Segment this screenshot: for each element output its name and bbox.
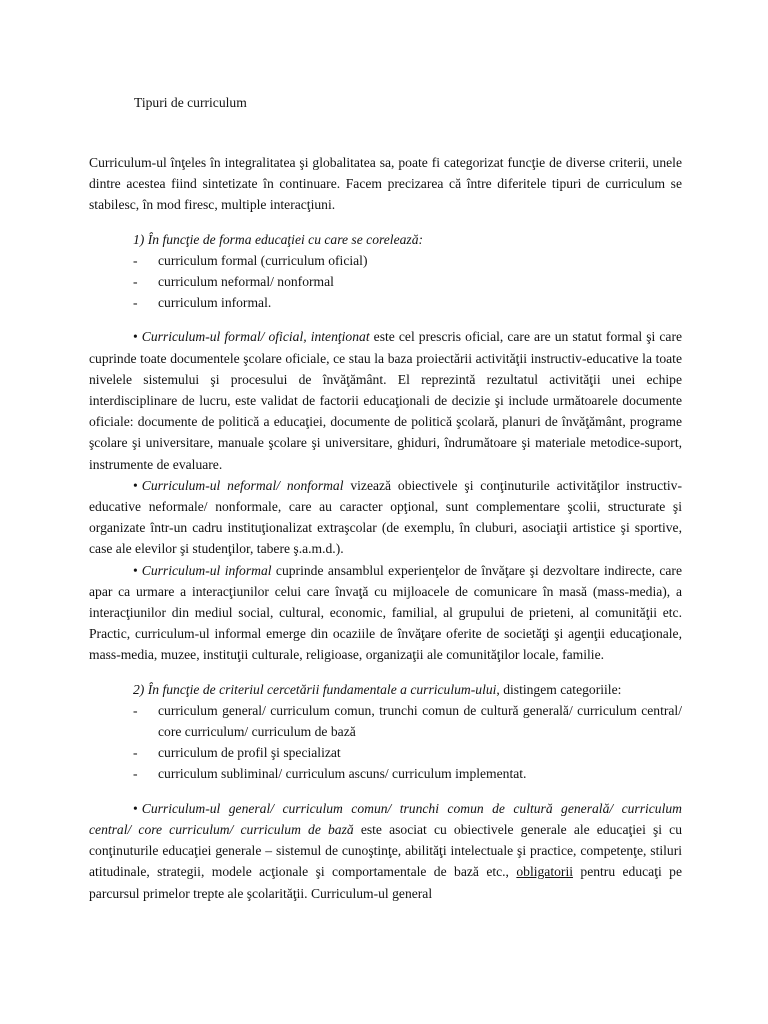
section1-list [89,250,682,314]
list-item: - curriculum de profil şi specializat [133,745,341,761]
informal-curriculum-paragraph: • Curriculum-ul informal cuprinde ansamblul experienţelor de învăţare şi dezvoltare indirecte, care apar ca urmare a interacţiunilor celui care învaţă cu mijloacele de comunicare în masă (mass-media), a interacţiunilor din mediul social, cultural, economic, familial, al grupului de prieteni, al comunităţii etc. Practic, curriculum-ul informal emerge din ocaziile de învăţare oferite de societăţi şi agenţii educaţionale, mass-media, muzee, instituţii culturale, religioase, organizaţii ale comunităţilor locale, familie. [89,562,682,663]
nonformal-curriculum-term: Curriculum-ul neformal/ nonformal [141,477,344,493]
informal-curriculum-term: Curriculum-ul informal [141,562,272,578]
nonformal-curriculum-paragraph: • Curriculum-ul neformal/ nonformal vizează obiectivele şi conţinuturile activităţilor instructiv-educative neformale/ nonformale, care au caracter opţional, sunt complementare şcolii, structurate şi organizate într-un cadru instituţionalizat extraşcolar (de exemplu, în cluburi, asociaţii artistice şi sportive, case ale elevilor şi studenţilor, tabere ş.a.m.d.). [89,477,682,557]
obligatorii-underlined: obligatorii [516,864,573,880]
document-body [89,152,682,904]
formal-curriculum-term: Curriculum-ul formal/ oficial, intenţionat [141,329,370,345]
section1-heading: 1) În funcţie de forma educaţiei cu care se corelează: [133,231,424,247]
formal-curriculum-paragraph: • Curriculum-ul formal/ oficial, intenţionat este cel prescris oficial, care are un statut formal şi care cuprinde toate documentele şcolare oficiale, ce stau la baza proiectării activităţii instructiv-educative la toate nivelele sistemului şi procesului de învăţământ. El reprezintă rezultatul activităţii unei echipe interdisciplinare de lucru, este validat de factorii educaţionali de decizie şi include următoarele documente oficiale: documente de politică a educaţiei, documente de politică şcolară, planuri de învăţământ, programe şcolare şi universitare, manuale şcolare şi universitare, ghiduri, îndrumătoare şi materiale metodice-suport, instrumente de evaluare. [89,329,682,472]
general-curriculum-term: Curriculum-ul general/ curriculum comun/ trunchi comun de cultură generală/ curriculum central/ core curriculum/ curriculum de bază [89,800,682,837]
document-title: Tipuri de curriculum [134,95,247,110]
general-curriculum-paragraph: • Curriculum-ul general/ curriculum comun/ trunchi comun de cultură generală/ curriculum central/ core curriculum/ curriculum de bază este asociat cu obiectivele generale ale educaţiei şi cu conţinuturile educaţiei generale – sistemul de cunoştinţe, abilităţi intelectuale şi practice, competenţe, stiluri atitudinale, strategii, modele acţionale şi comportamentale de bază etc., obligatorii pentru educaţi pe parcursul primelor trepte ale şcolarităţii. Curriculum-ul general [89,800,683,901]
list-item: - curriculum general/ curriculum comun, trunchi comun de cultură generală/ curriculum central/ core curriculum/ curriculum de bază [133,702,682,740]
list-item: - curriculum neformal/ nonformal [133,274,334,290]
intro-paragraph: Curriculum-ul înţeles în integralitatea şi globalitatea sa, poate fi categorizat funcţie de diverse criterii, unele dintre acestea fiind sintetizate în continuare. Facem precizarea că între diferitele tipuri de curriculum se stabilesc, în mod firesc, multiple interacţiuni. [89,155,682,213]
list-item: - curriculum subliminal/ curriculum ascuns/ curriculum implementat. [133,766,527,782]
section2-heading: 2) În funcţie de criteriul cercetării fundamentale a curriculum-ului, distingem categoriile: [133,681,622,697]
list-item: - curriculum informal. [133,295,272,311]
section2-list [89,700,682,785]
list-item: - curriculum formal (curriculum oficial) [133,252,368,268]
